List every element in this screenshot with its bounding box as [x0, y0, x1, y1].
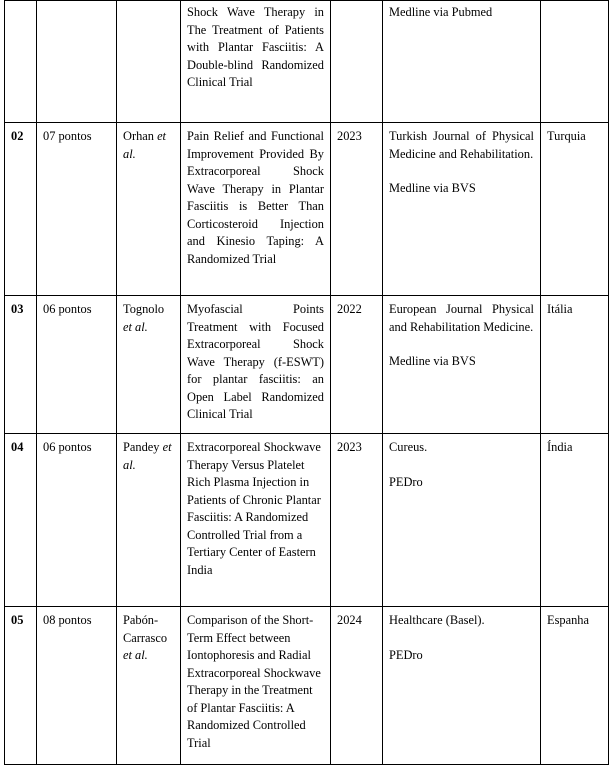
journal-name: Healthcare (Basel).: [389, 613, 485, 627]
publication-year: 2024: [331, 607, 383, 765]
study-title: Shock Wave Therapy in The Treatment of Patients with Plantar Fasciitis: A Double-blind Randomized Clinical Trial: [181, 1, 331, 123]
author-cell: [117, 296, 181, 434]
journal-name: European Journal Physical and Rehabilitation Medicine.: [389, 302, 534, 334]
quality-score: 06 pontos: [37, 296, 117, 434]
database-name: Medline via Pubmed: [389, 5, 493, 19]
table-row: [5, 296, 609, 434]
author-name: Orhan: [123, 129, 158, 143]
author-name: Tognolo: [123, 302, 165, 316]
publication-year: [331, 1, 383, 123]
table-row: [5, 434, 609, 607]
table-row: [5, 123, 609, 296]
country: [541, 1, 609, 123]
table-row: [5, 1, 609, 123]
study-title: Comparison of the Short-Term Effect between Iontophoresis and Radial Extracorporeal Shockwave Therapy in the Treatment of Plantar Fasciitis: A Randomized Controlled Trial: [181, 607, 331, 765]
source-cell: [383, 434, 541, 607]
country: Itália: [541, 296, 609, 434]
studies-table: [4, 0, 609, 765]
quality-score: 08 pontos: [37, 607, 117, 765]
study-title: Pain Relief and Functional Improvement Provided By Extracorporeal Shock Wave Therapy in Plantar Fasciitis is Better Than Corticosteroid Injection and Kinesio Taping: A Randomized Trial: [181, 123, 331, 296]
journal-name: Cureus.: [389, 440, 428, 454]
database-name: Medline via BVS: [389, 354, 476, 368]
study-number: 05: [5, 607, 37, 765]
author-name: Pandey: [123, 440, 163, 454]
study-number: 03: [5, 296, 37, 434]
journal-name: Turkish Journal of Physical Medicine and Rehabilitation.: [389, 129, 534, 161]
database-name: PEDro: [389, 647, 423, 662]
author-cell: [117, 123, 181, 296]
study-number: [5, 1, 37, 123]
author-et-al: et al.: [123, 129, 167, 161]
source-cell: [383, 123, 541, 296]
country: Espanha: [541, 607, 609, 765]
author-et-al: et al.: [123, 440, 172, 472]
quality-score: 07 pontos: [37, 123, 117, 296]
author-cell: [117, 1, 181, 123]
author-et-al: et al.: [123, 648, 148, 662]
study-number: 04: [5, 434, 37, 607]
database-name: PEDro: [389, 474, 423, 489]
publication-year: 2023: [331, 123, 383, 296]
study-title: Myofascial Points Treatment with Focused Extracorporeal Shock Wave Therapy (f-ESWT) for plantar fasciitis: an Open Label Randomized Clinical Trial: [181, 296, 331, 434]
author-cell: [117, 434, 181, 607]
source-cell: [383, 296, 541, 434]
publication-year: 2022: [331, 296, 383, 434]
study-title: Extracorporeal Shockwave Therapy Versus Platelet Rich Plasma Injection in Patients of Chronic Plantar Fasciitis: A Randomized Controlled Trial from a Tertiary Center of Eastern India: [181, 434, 331, 607]
author-cell: [117, 607, 181, 765]
country: Turquia: [541, 123, 609, 296]
author-name: Pabón-Carrasco: [123, 613, 168, 645]
source-cell: [383, 1, 541, 123]
table-row: [5, 607, 609, 765]
author-et-al: et al.: [123, 319, 148, 334]
publication-year: 2023: [331, 434, 383, 607]
source-cell: [383, 607, 541, 765]
quality-score: [37, 1, 117, 123]
database-name: Medline via BVS: [389, 181, 476, 195]
country: Índia: [541, 434, 609, 607]
quality-score: 06 pontos: [37, 434, 117, 607]
study-number: 02: [5, 123, 37, 296]
